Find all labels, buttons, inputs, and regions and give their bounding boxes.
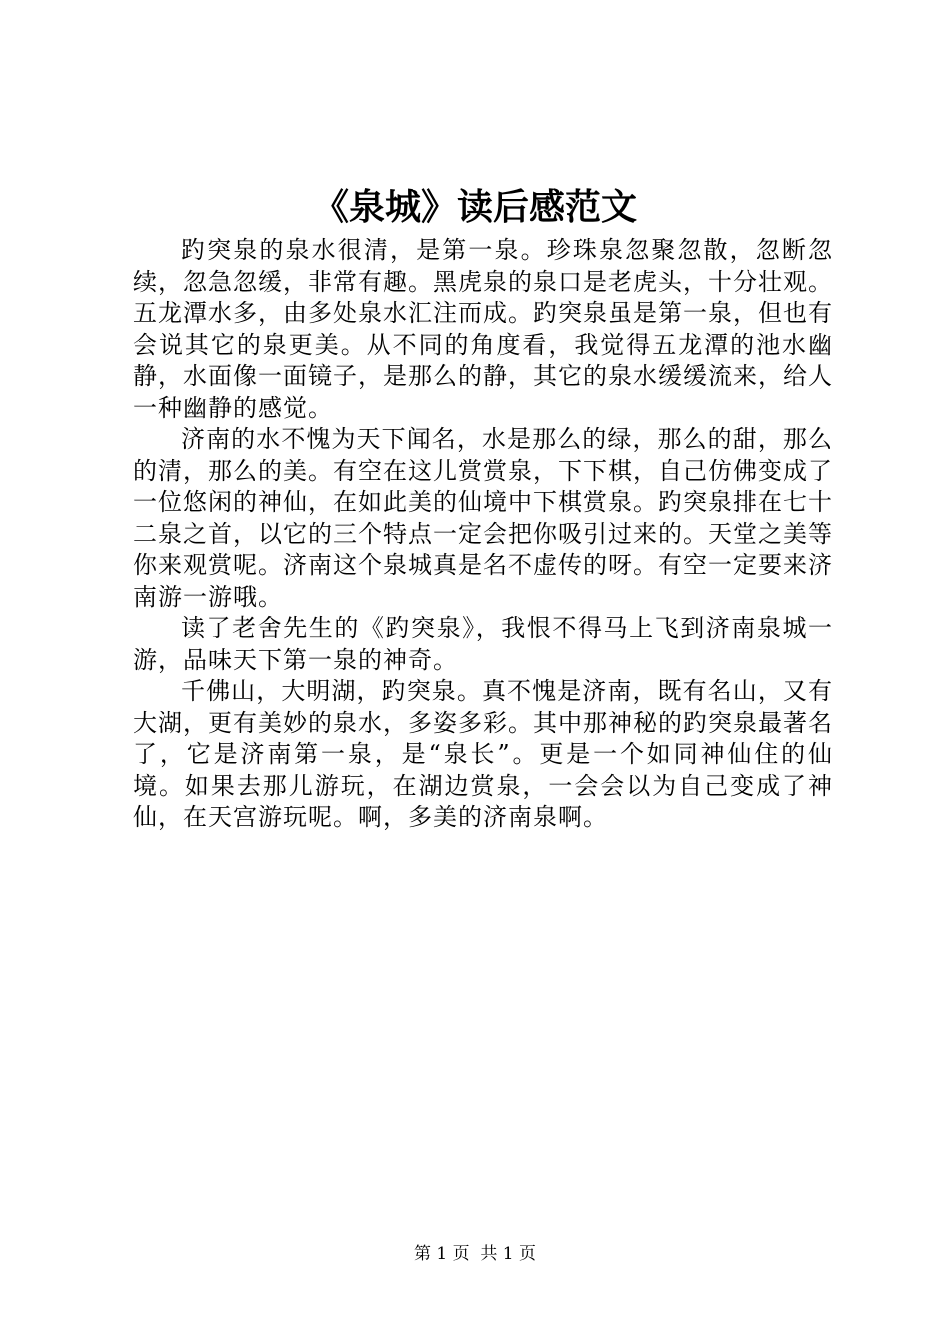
paragraph-1: 趵突泉的泉水很清，是第一泉。珍珠泉忽聚忽散，忽断忽续，忽急忽缓，非常有趣。黑虎泉的泉口是老虎头，十分壮观。五龙潭水多，由多处泉水汇注而成。趵突泉虽是第一泉，但也有会说其它的泉更美。从不同的角度看，我觉得五龙潭的池水幽静，水面像一面镜子，是那么的静，其它的泉水缓缓流来，给人一种幽静的感觉。: [133, 236, 833, 422]
document-body: [133, 235, 833, 834]
page-footer: 第 1 页 共 1 页: [413, 1244, 537, 1264]
paragraph-4: 千佛山，大明湖，趵突泉。真不愧是济南，既有名山，又有大湖，更有美妙的泉水，多姿多彩。其中那神秘的趵突泉最著名了，它是济南第一泉，是“泉长”。更是一个如同神仙住的仙境。如果去那儿游玩，在湖边赏泉，一会会以为自己变成了神仙，在天宫游玩呢。啊，多美的济南泉啊。: [133, 677, 833, 831]
document-title: 《泉城》读后感范文: [312, 187, 637, 228]
paragraph-3: 读了老舍先生的《趵突泉》，我恨不得马上飞到济南泉城一游，品味天下第一泉的神奇。: [133, 614, 833, 674]
paragraph-2: 济南的水不愧为天下闻名，水是那么的绿，那么的甜，那么的清，那么的美。有空在这儿赏赏泉，下下棋，自己仿佛变成了一位悠闲的神仙，在如此美的仙境中下棋赏泉。趵突泉排在七十二泉之首，以它的三个特点一定会把你吸引过来的。天堂之美等你来观赏呢。济南这个泉城真是名不虚传的呀。有空一定要来济南游一游哦。: [133, 425, 833, 611]
